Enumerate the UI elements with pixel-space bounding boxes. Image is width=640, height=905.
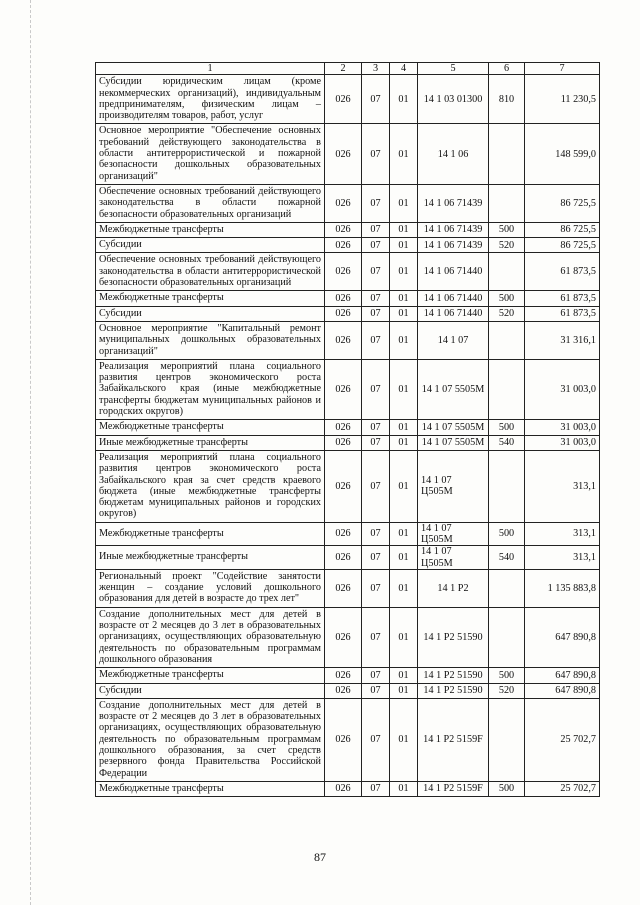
cell-subsection: 01 — [390, 698, 418, 781]
cell-section: 07 — [362, 124, 390, 184]
cell-target-article: 14 1 P2 51590 — [418, 607, 489, 667]
column-header: 6 — [489, 63, 525, 75]
cell-subsection: 01 — [390, 359, 418, 419]
budget-table — [95, 62, 600, 797]
cell-subsection: 01 — [390, 435, 418, 450]
cell-code: 026 — [325, 450, 362, 522]
cell-section: 07 — [362, 75, 390, 124]
cell-expense-type: 540 — [489, 546, 525, 570]
cell-subsection: 01 — [390, 420, 418, 435]
column-header: 1 — [96, 63, 325, 75]
cell-section: 07 — [362, 291, 390, 306]
page-number: 87 — [314, 850, 326, 864]
table-row — [96, 522, 600, 546]
cell-code: 026 — [325, 522, 362, 546]
row-description: Субсидии — [96, 683, 325, 698]
cell-expense-type — [489, 607, 525, 667]
cell-subsection: 01 — [390, 321, 418, 359]
row-description: Иные межбюджетные трансферты — [96, 435, 325, 450]
table-row — [96, 569, 600, 607]
cell-amount: 61 873,5 — [525, 291, 600, 306]
table-row — [96, 253, 600, 291]
row-description: Основное мероприятие "Обеспечение основных требований действующего законодательства в области антитеррористической и пожарной безопасности дошкольных образовательных организаций" — [96, 124, 325, 184]
table-row — [96, 359, 600, 419]
cell-code: 026 — [325, 359, 362, 419]
row-description: Основное мероприятие "Капитальный ремонт муниципальных дошкольных образовательных организаций" — [96, 321, 325, 359]
row-description: Иные межбюджетные трансферты — [96, 546, 325, 570]
cell-subsection: 01 — [390, 683, 418, 698]
row-description: Межбюджетные трансферты — [96, 420, 325, 435]
row-description: Создание дополнительных мест для детей в возрасте от 2 месяцев до 3 лет в образовательных организациях, осуществляющих образовательную деятельность по образовательным программам дошкольного образования — [96, 607, 325, 667]
cell-target-article: 14 1 03 01300 — [418, 75, 489, 124]
cell-subsection: 01 — [390, 450, 418, 522]
row-description: Обеспечение основных требований действующего законодательства в области пожарной безопасности образовательных организаций — [96, 184, 325, 222]
cell-subsection: 01 — [390, 222, 418, 237]
cell-expense-type — [489, 184, 525, 222]
cell-section: 07 — [362, 253, 390, 291]
cell-code: 026 — [325, 546, 362, 570]
cell-amount: 647 890,8 — [525, 683, 600, 698]
row-description: Межбюджетные трансферты — [96, 291, 325, 306]
cell-section: 07 — [362, 683, 390, 698]
cell-section: 07 — [362, 222, 390, 237]
cell-amount: 25 702,7 — [525, 698, 600, 781]
cell-section: 07 — [362, 569, 390, 607]
cell-target-article: 14 1 07 — [418, 321, 489, 359]
cell-code: 026 — [325, 238, 362, 253]
cell-amount: 25 702,7 — [525, 781, 600, 796]
cell-amount: 313,1 — [525, 546, 600, 570]
cell-section: 07 — [362, 781, 390, 796]
cell-section: 07 — [362, 184, 390, 222]
table-row — [96, 75, 600, 124]
cell-section: 07 — [362, 238, 390, 253]
table-row — [96, 291, 600, 306]
cell-section: 07 — [362, 607, 390, 667]
table-row — [96, 184, 600, 222]
table-row — [96, 435, 600, 450]
cell-expense-type — [489, 698, 525, 781]
column-header: 5 — [418, 63, 489, 75]
cell-code: 026 — [325, 75, 362, 124]
cell-section: 07 — [362, 450, 390, 522]
cell-amount: 86 725,5 — [525, 238, 600, 253]
cell-expense-type: 520 — [489, 238, 525, 253]
row-description: Субсидии — [96, 306, 325, 321]
cell-section: 07 — [362, 321, 390, 359]
cell-subsection: 01 — [390, 253, 418, 291]
cell-target-article: 14 1 06 71439 — [418, 222, 489, 237]
cell-target-article: 14 1 07 5505M — [418, 359, 489, 419]
cell-amount: 647 890,8 — [525, 668, 600, 683]
cell-target-article: 14 1 P2 — [418, 569, 489, 607]
row-description: Субсидии — [96, 238, 325, 253]
cell-target-article: 14 1 P2 5159F — [418, 781, 489, 796]
cell-subsection: 01 — [390, 781, 418, 796]
table-body — [96, 75, 600, 797]
column-header: 3 — [362, 63, 390, 75]
cell-expense-type: 520 — [489, 306, 525, 321]
cell-expense-type — [489, 359, 525, 419]
cell-amount: 61 873,5 — [525, 253, 600, 291]
cell-target-article: 14 1 07 5505M — [418, 420, 489, 435]
cell-expense-type: 810 — [489, 75, 525, 124]
cell-amount: 86 725,5 — [525, 222, 600, 237]
budget-table-container — [95, 62, 599, 797]
table-row — [96, 321, 600, 359]
header-row — [96, 63, 600, 75]
cell-target-article: 14 1 P2 51590 — [418, 668, 489, 683]
row-description: Реализация мероприятий плана социального развития центров экономического роста Забайкальского края (иные межбюджетные трансферты бюджетам муниципальных районов и городских округов) — [96, 359, 325, 419]
cell-expense-type: 500 — [489, 291, 525, 306]
row-description: Межбюджетные трансферты — [96, 222, 325, 237]
cell-subsection: 01 — [390, 546, 418, 570]
cell-code: 026 — [325, 683, 362, 698]
cell-subsection: 01 — [390, 238, 418, 253]
cell-target-article: 14 1 07 Ц505M — [418, 546, 489, 570]
cell-code: 026 — [325, 420, 362, 435]
cell-amount: 11 230,5 — [525, 75, 600, 124]
cell-subsection: 01 — [390, 291, 418, 306]
table-row — [96, 124, 600, 184]
cell-target-article: 14 1 07 Ц505M — [418, 522, 489, 546]
cell-section: 07 — [362, 420, 390, 435]
cell-subsection: 01 — [390, 668, 418, 683]
table-row — [96, 420, 600, 435]
cell-amount: 31 316,1 — [525, 321, 600, 359]
cell-target-article: 14 1 06 71440 — [418, 253, 489, 291]
cell-expense-type: 540 — [489, 435, 525, 450]
cell-section: 07 — [362, 359, 390, 419]
cell-amount: 61 873,5 — [525, 306, 600, 321]
scan-edge — [30, 0, 31, 905]
cell-target-article: 14 1 P2 51590 — [418, 683, 489, 698]
table-row — [96, 546, 600, 570]
cell-code: 026 — [325, 321, 362, 359]
cell-code: 026 — [325, 184, 362, 222]
cell-amount: 86 725,5 — [525, 184, 600, 222]
cell-target-article: 14 1 07 Ц505M — [418, 450, 489, 522]
table-row — [96, 306, 600, 321]
cell-subsection: 01 — [390, 569, 418, 607]
cell-target-article: 14 1 07 5505M — [418, 435, 489, 450]
row-description: Субсидии юридическим лицам (кроме некоммерческих организаций), индивидуальным предпринимателям, физическим лицам – производителям товаров, работ, услуг — [96, 75, 325, 124]
cell-subsection: 01 — [390, 306, 418, 321]
row-description: Создание дополнительных мест для детей в возрасте от 2 месяцев до 3 лет в образовательных организациях, осуществляющих образовательную деятельность по образовательным программам дошкольного образования, за счет средств резервного фонда Правительства Российской Федерации — [96, 698, 325, 781]
cell-amount: 31 003,0 — [525, 359, 600, 419]
cell-section: 07 — [362, 698, 390, 781]
cell-amount: 31 003,0 — [525, 435, 600, 450]
table-row — [96, 222, 600, 237]
cell-expense-type — [489, 124, 525, 184]
column-header: 2 — [325, 63, 362, 75]
cell-expense-type — [489, 450, 525, 522]
cell-section: 07 — [362, 522, 390, 546]
row-description: Межбюджетные трансферты — [96, 522, 325, 546]
cell-subsection: 01 — [390, 124, 418, 184]
cell-subsection: 01 — [390, 75, 418, 124]
row-description: Межбюджетные трансферты — [96, 781, 325, 796]
cell-section: 07 — [362, 435, 390, 450]
cell-expense-type: 500 — [489, 420, 525, 435]
cell-code: 026 — [325, 291, 362, 306]
cell-expense-type: 500 — [489, 668, 525, 683]
column-header: 7 — [525, 63, 600, 75]
cell-target-article: 14 1 P2 5159F — [418, 698, 489, 781]
cell-code: 026 — [325, 607, 362, 667]
table-row — [96, 607, 600, 667]
cell-code: 026 — [325, 306, 362, 321]
table-row — [96, 238, 600, 253]
cell-code: 026 — [325, 253, 362, 291]
cell-subsection: 01 — [390, 184, 418, 222]
cell-amount: 313,1 — [525, 522, 600, 546]
cell-amount: 148 599,0 — [525, 124, 600, 184]
table-row — [96, 668, 600, 683]
row-description: Реализация мероприятий плана социального развития центров экономического роста Забайкальского края за счет средств краевого бюджета (иные межбюджетные трансферты бюджетам муниципальных районов и городских округов) — [96, 450, 325, 522]
cell-target-article: 14 1 06 — [418, 124, 489, 184]
cell-expense-type — [489, 253, 525, 291]
cell-amount: 1 135 883,8 — [525, 569, 600, 607]
table-row — [96, 683, 600, 698]
cell-target-article: 14 1 06 71440 — [418, 291, 489, 306]
cell-expense-type: 500 — [489, 222, 525, 237]
cell-subsection: 01 — [390, 607, 418, 667]
row-description: Межбюджетные трансферты — [96, 668, 325, 683]
cell-code: 026 — [325, 781, 362, 796]
cell-target-article: 14 1 06 71439 — [418, 238, 489, 253]
cell-section: 07 — [362, 306, 390, 321]
table-row — [96, 781, 600, 796]
cell-amount: 31 003,0 — [525, 420, 600, 435]
cell-expense-type: 520 — [489, 683, 525, 698]
cell-code: 026 — [325, 569, 362, 607]
row-description: Региональный проект "Содействие занятости женщин – создание условий дошкольного образования для детей в возрасте до трех лет" — [96, 569, 325, 607]
cell-section: 07 — [362, 668, 390, 683]
cell-target-article: 14 1 06 71439 — [418, 184, 489, 222]
cell-code: 026 — [325, 435, 362, 450]
row-description: Обеспечение основных требований действующего законодательства в области антитеррористической безопасности образовательных организаций — [96, 253, 325, 291]
table-row — [96, 698, 600, 781]
cell-expense-type: 500 — [489, 522, 525, 546]
cell-expense-type: 500 — [489, 781, 525, 796]
cell-expense-type — [489, 569, 525, 607]
cell-expense-type — [489, 321, 525, 359]
cell-code: 026 — [325, 124, 362, 184]
cell-subsection: 01 — [390, 522, 418, 546]
cell-target-article: 14 1 06 71440 — [418, 306, 489, 321]
cell-code: 026 — [325, 222, 362, 237]
cell-section: 07 — [362, 546, 390, 570]
column-header: 4 — [390, 63, 418, 75]
cell-amount: 647 890,8 — [525, 607, 600, 667]
table-row — [96, 450, 600, 522]
cell-amount: 313,1 — [525, 450, 600, 522]
cell-code: 026 — [325, 698, 362, 781]
cell-code: 026 — [325, 668, 362, 683]
